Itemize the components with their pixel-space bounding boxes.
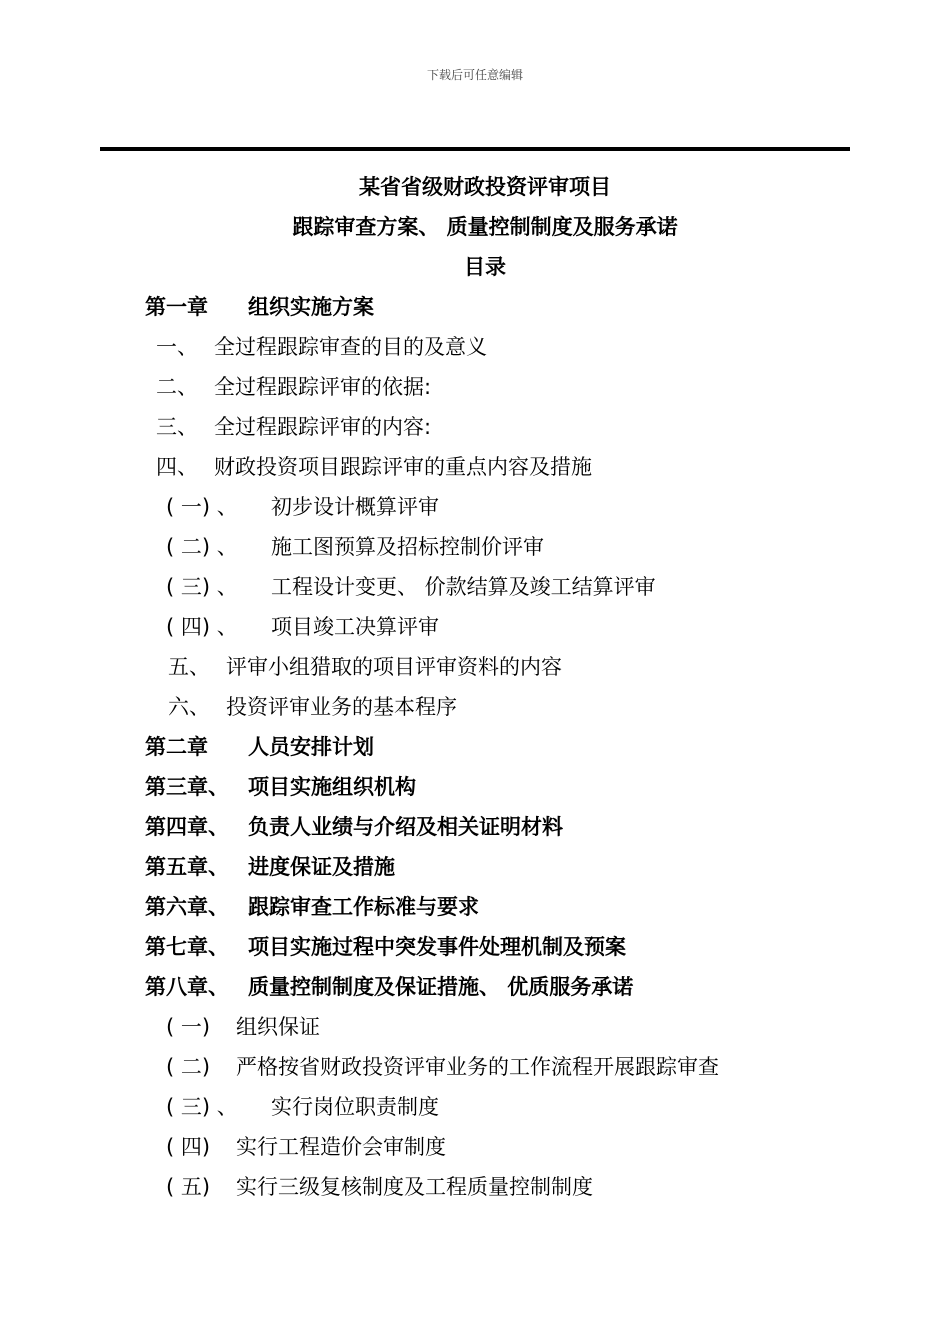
toc-item	[145, 893, 479, 921]
toc-item-number: ( 四) 、	[166, 615, 238, 639]
toc-item-number: 三、	[156, 415, 198, 439]
toc-item	[166, 1093, 439, 1121]
toc-item	[145, 933, 626, 961]
toc-item-text: 实行工程造价会审制度	[236, 1135, 446, 1159]
toc-item	[145, 773, 416, 801]
toc-item-text: 评审小组猎取的项目评审资料的内容	[226, 655, 562, 679]
toc-item	[166, 613, 439, 641]
toc-item-number: 第七章、	[145, 935, 229, 959]
toc-item-text: 项目实施过程中突发事件处理机制及预案	[248, 935, 626, 959]
toc-item-text: 施工图预算及招标控制价评审	[271, 535, 544, 559]
toc-item-number: ( 三) 、	[166, 575, 238, 599]
toc-item-text: 项目竣工决算评审	[271, 615, 439, 639]
toc-item-number: 第八章、	[145, 975, 229, 999]
toc-item-text: 进度保证及措施	[248, 855, 395, 879]
toc-item-text: 负责人业绩与介绍及相关证明材料	[248, 815, 563, 839]
toc-item-number: 二、	[156, 375, 198, 399]
toc-item	[166, 533, 544, 561]
toc-item-text: 实行三级复核制度及工程质量控制制度	[236, 1175, 593, 1199]
toc-item	[156, 413, 432, 441]
toc-item-text: 人员安排计划	[248, 735, 374, 759]
toc-item-number: ( 四)	[166, 1135, 211, 1159]
toc-item-number: 第三章、	[145, 775, 229, 799]
header-rule	[100, 147, 850, 151]
toc-item-text: 全过程跟踪评审的依据:	[214, 375, 432, 399]
toc-item	[156, 453, 592, 481]
toc-item-text: 严格按省财政投资评审业务的工作流程开展跟踪审查	[236, 1055, 719, 1079]
toc-item	[145, 973, 634, 1001]
toc-item-number: 第五章、	[145, 855, 229, 879]
toc-item-number: ( 二) 、	[166, 535, 238, 559]
toc-item	[166, 1053, 719, 1081]
toc-item-text: 质量控制制度及保证措施、 优质服务承诺	[248, 975, 634, 999]
toc-item-number: ( 三) 、	[166, 1095, 238, 1119]
toc-item-text: 实行岗位职责制度	[271, 1095, 439, 1119]
toc-item-number: 第六章、	[145, 895, 229, 919]
toc-item	[166, 1173, 593, 1201]
toc-item-number: ( 五)	[166, 1175, 211, 1199]
toc-item-text: 项目实施组织机构	[248, 775, 416, 799]
toc-item	[166, 1133, 446, 1161]
toc-item	[156, 373, 432, 401]
toc-item	[156, 333, 487, 361]
toc-item	[145, 813, 563, 841]
toc-item-number: 四、	[156, 455, 198, 479]
toc-item-text: 全过程跟踪评审的内容:	[214, 415, 432, 439]
toc-item	[145, 293, 374, 321]
toc-item	[166, 573, 656, 601]
toc-item-text: 组织保证	[236, 1015, 320, 1039]
toc-item-text: 财政投资项目跟踪评审的重点内容及措施	[214, 455, 592, 479]
toc-item	[168, 693, 457, 721]
toc-item	[145, 733, 374, 761]
toc-item-text: 投资评审业务的基本程序	[226, 695, 457, 719]
toc-item-text: 初步设计概算评审	[271, 495, 439, 519]
toc-item-text: 组织实施方案	[248, 295, 374, 319]
document-title-line2: 跟踪审查方案、 质量控制制度及服务承诺	[292, 215, 678, 239]
toc-item-text: 跟踪审查工作标准与要求	[248, 895, 479, 919]
document-title-line1: 某省省级财政投资评审项目	[359, 175, 611, 199]
toc-item-number: 第二章	[145, 735, 208, 759]
page-header-note: 下载后可任意编辑	[426, 68, 523, 82]
toc-item-number: ( 一) 、	[166, 495, 238, 519]
toc-heading: 目录	[464, 255, 506, 279]
toc-item-number: ( 一)	[166, 1015, 211, 1039]
toc-item	[166, 1013, 320, 1041]
toc-item-number: 第四章、	[145, 815, 229, 839]
toc-item	[168, 653, 562, 681]
toc-item-text: 全过程跟踪审查的目的及意义	[214, 335, 487, 359]
toc-item-number: 六、	[168, 695, 210, 719]
toc-item-number: 第一章	[145, 295, 208, 319]
toc-item-number: 五、	[168, 655, 210, 679]
toc-item-number: ( 二)	[166, 1055, 211, 1079]
toc-item	[145, 853, 395, 881]
toc-item	[166, 493, 439, 521]
toc-item-text: 工程设计变更、 价款结算及竣工结算评审	[271, 575, 656, 599]
toc-item-number: 一、	[156, 335, 198, 359]
